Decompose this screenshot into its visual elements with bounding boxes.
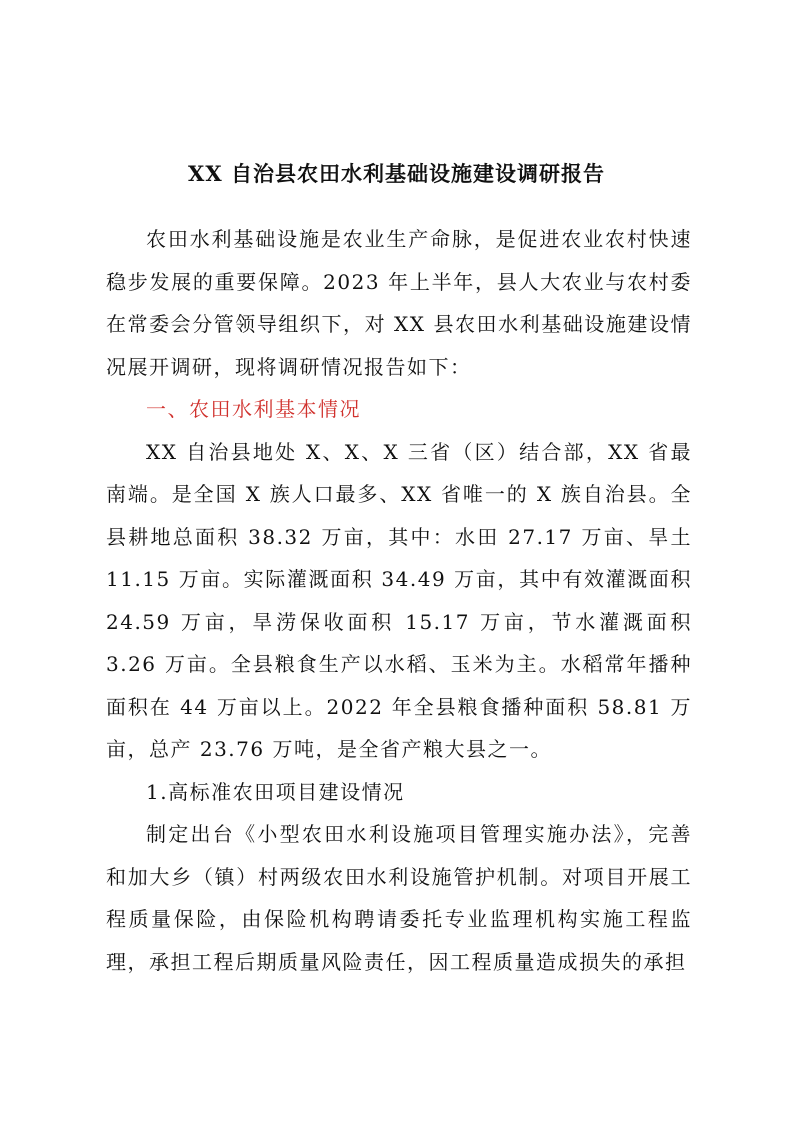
section-heading: 一、农田水利基本情况: [146, 397, 361, 421]
document-title: XX 自治县农田水利基础设施建设调研报告: [188, 161, 605, 186]
intro-paragraph: 农田水利基础设施是农业生产命脉，是促进农业农村快速稳步发展的重要保障。2023 年上半年，县人大农业与农村委在常委会分管领导组织下，对 XX 县农田水利基础设施建设情况展开调研，现将调研情况报告如下：: [106, 227, 692, 379]
project-paragraph: 制定出台《小型农田水利设施项目管理实施办法》，完善和加大乡（镇）村两级农田水利设施管护机制。对项目开展工程质量保险，由保险机构聘请委托专业监理机构实施工程监理，承担工程后期质量风险责任，因工程质量造成损失的承担: [106, 822, 692, 974]
basic-situation-paragraph: XX 自治县地处 X、X、X 三省（区）结合部，XX 省最南端。是全国 X 族人口最多、XX 省唯一的 X 族自治县。全县耕地总面积 38.32 万亩，其中：水田 27.17 万亩、旱土 11.15 万亩。实际灌溉面积 34.49 万亩，其中有效灌溉面积 24.59 万亩，旱涝保收面积 15.17 万亩，节水灌溉面积 3.26 万亩。全县粮食生产以水稻、玉米为主。水稻常年播种面积在 44 万亩以上。2022 年全县粮食播种面积 58.81 万亩，总产 23.76 万吨，是全省产粮大县之一。: [106, 439, 692, 761]
subsection-heading: 1.高标准农田项目建设情况: [146, 779, 405, 804]
document-body: [106, 218, 692, 983]
